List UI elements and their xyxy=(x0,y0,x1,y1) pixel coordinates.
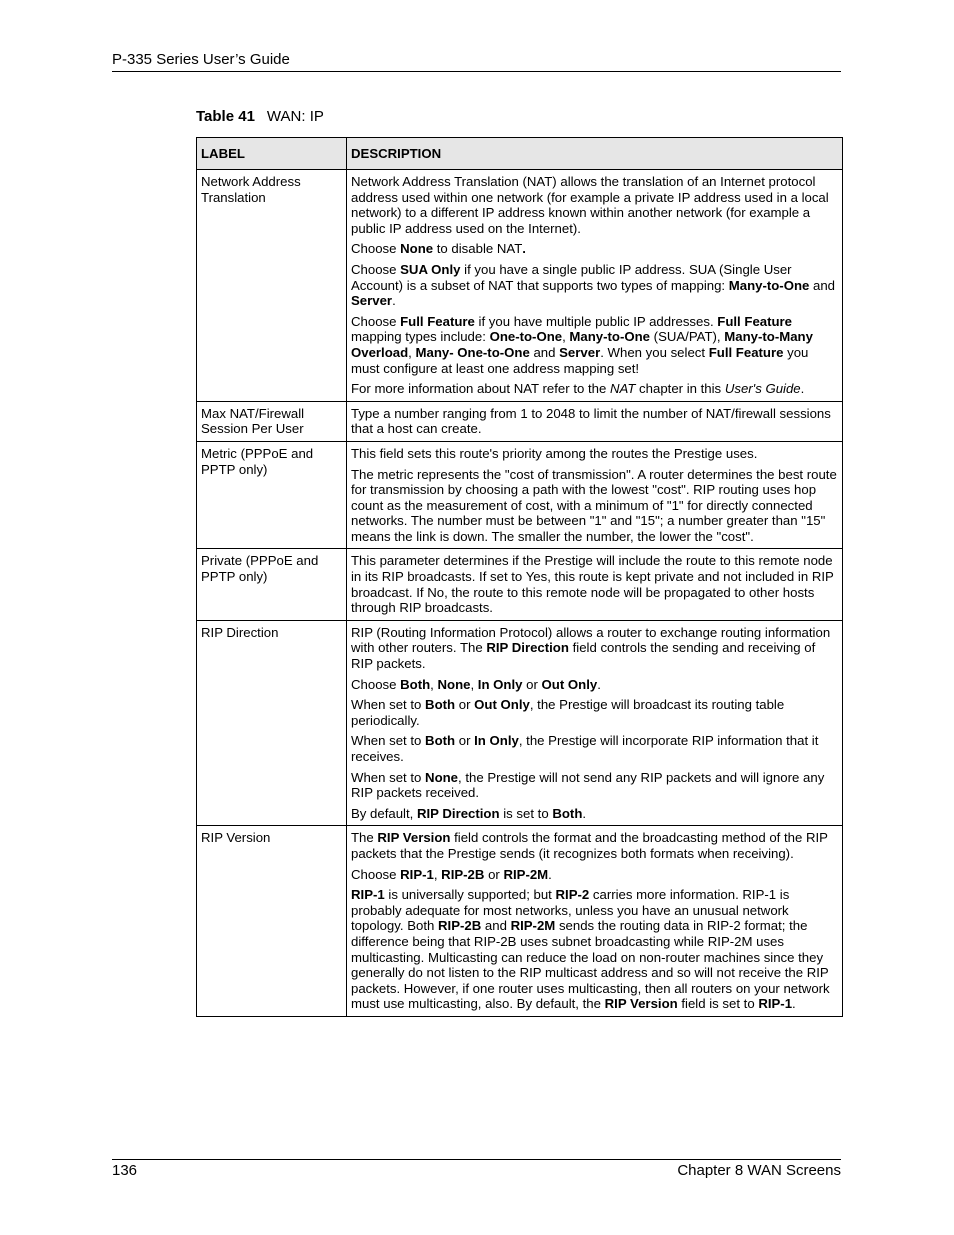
text-run: , the Prestige will not send any RIP packets and will ignore any RIP packets received. xyxy=(351,769,825,801)
bold-term: Server xyxy=(559,344,601,360)
text-run: Choose xyxy=(351,261,401,277)
table-row xyxy=(197,441,843,549)
text-run: For more information about NAT refer to the xyxy=(351,381,610,397)
text-run: or xyxy=(455,697,475,713)
bold-term: Full Feature xyxy=(400,313,475,329)
text-run: . xyxy=(597,676,601,692)
text-run: mapping types include: xyxy=(351,329,490,345)
text-run: When set to xyxy=(351,733,426,749)
italic-term: User's Guide xyxy=(724,381,801,397)
text-run: . xyxy=(392,293,396,309)
text-run: Network Address Translation (NAT) allows the translation of an Internet protocol address used within one network (for example a private IP address used in a local network) to a different IP address known within another network (for example a public IP address used on the Internet). xyxy=(351,174,829,236)
row-description xyxy=(347,620,843,826)
header-rule xyxy=(112,71,841,72)
bold-term: None xyxy=(400,241,434,257)
text-run: This field sets this route's priority among the routes the Prestige uses. xyxy=(351,445,758,461)
bold-term: Both xyxy=(400,676,431,692)
description-paragraph xyxy=(351,241,838,257)
text-run: RIP (Routing Information Protocol) allows a router to exchange routing information with other routers. The xyxy=(351,624,831,656)
text-run: or xyxy=(522,676,542,692)
row-description xyxy=(347,441,843,549)
text-run: field controls the sending and receiving of RIP packets. xyxy=(351,640,816,672)
text-run: Type a number ranging from 1 to 2048 to limit the number of NAT/firewall sessions that a host can create. xyxy=(351,405,831,437)
footer-rule xyxy=(112,1159,841,1160)
row-label: Network Address Translation xyxy=(197,170,347,402)
text-run: or xyxy=(455,733,475,749)
bold-term: Both xyxy=(425,697,456,713)
text-run: and xyxy=(481,918,511,934)
table-title: WAN: IP xyxy=(266,108,324,125)
text-run: . xyxy=(548,866,552,882)
running-header: P-335 Series User’s Guide xyxy=(112,51,290,68)
bold-term: Full Feature xyxy=(717,313,793,329)
description-paragraph xyxy=(351,314,838,376)
bold-term: RIP-2M xyxy=(510,918,556,934)
description-paragraph xyxy=(351,406,838,437)
bold-term: In Only xyxy=(477,676,523,692)
description-paragraph xyxy=(351,467,838,545)
text-run: . xyxy=(582,805,587,821)
row-label: Metric (PPPoE and PPTP only) xyxy=(197,441,347,549)
text-run: , the Prestige will incorporate RIP information that it receives. xyxy=(351,733,819,764)
text-run: and xyxy=(529,344,560,360)
bold-term: None xyxy=(437,676,471,692)
text-run: . When you select xyxy=(600,344,709,360)
bold-term: Server xyxy=(351,293,393,309)
row-description xyxy=(347,549,843,620)
bold-term: SUA Only xyxy=(400,261,461,277)
table-caption xyxy=(196,108,324,126)
description-paragraph xyxy=(351,677,838,693)
chapter-title: Chapter 8 WAN Screens xyxy=(677,1162,841,1179)
italic-term: NAT xyxy=(609,381,636,397)
bold-term: RIP-2B xyxy=(441,866,485,882)
text-run: When set to xyxy=(351,697,426,713)
bold-term: RIP-2M xyxy=(503,866,549,882)
bold-term: RIP-1 xyxy=(351,887,385,903)
bold-term: RIP-1 xyxy=(758,996,793,1012)
table-row xyxy=(197,401,843,441)
text-run: , xyxy=(430,676,438,692)
bold-term: One-to-One xyxy=(489,329,563,345)
bold-term: RIP Direction xyxy=(416,805,500,821)
text-run: field controls the format and the broadcasting method of the RIP packets that the Prestige sends (it recognizes both formats when receiving). xyxy=(351,830,828,861)
bold-term: Both xyxy=(552,805,583,821)
bold-term: Many-to-Many Overload xyxy=(351,329,813,360)
text-run: field is set to xyxy=(677,996,759,1012)
bold-term: RIP-1 xyxy=(400,866,434,882)
table-row xyxy=(197,620,843,826)
description-paragraph xyxy=(351,446,838,462)
row-description xyxy=(347,401,843,441)
text-run: By default, xyxy=(351,805,417,821)
text-run: The metric represents the "cost of transmission". A router determines the best route for transmission by choosing a path with the lowest "cost". RIP routing uses hop count as the measurement of cost, with a minimum of "1" for directly connected networks. The number must be between "1" and "15"; a number greater than "15" means the link is down. The smaller the number, the lower the "cost". xyxy=(351,466,837,544)
bold-term: Many-to-One xyxy=(728,277,810,293)
description-paragraph xyxy=(351,697,838,728)
bold-term: In Only xyxy=(474,733,519,749)
text-run: . xyxy=(800,381,805,397)
row-description xyxy=(347,826,843,1017)
bold-term: RIP-2 xyxy=(555,887,590,903)
text-run: is universally supported; but xyxy=(384,887,556,903)
table-body xyxy=(197,170,843,1017)
row-label: RIP Direction xyxy=(197,620,347,826)
wan-ip-table xyxy=(196,137,843,1017)
description-paragraph xyxy=(351,625,838,672)
text-run: , xyxy=(433,866,442,882)
text-run: if you have a single public IP address. SUA (Single User Account) is a subset of NAT that supports two types of mapping: xyxy=(351,261,792,293)
table-number: Table 41 xyxy=(196,108,255,125)
text-run: . xyxy=(792,996,796,1012)
row-label: RIP Version xyxy=(197,826,347,1017)
text-run: to disable NAT xyxy=(433,241,523,257)
text-run: , xyxy=(562,329,570,345)
table-header-row xyxy=(197,138,843,170)
table-row xyxy=(197,826,843,1017)
text-run: , xyxy=(470,676,478,692)
bold-term: . xyxy=(522,241,526,257)
bold-term: None xyxy=(425,769,459,785)
description-paragraph xyxy=(351,770,838,801)
table-row xyxy=(197,549,843,620)
text-run: When set to xyxy=(351,769,426,785)
description-paragraph xyxy=(351,553,838,615)
row-label: Max NAT/Firewall Session Per User xyxy=(197,401,347,441)
bold-term: Out Only xyxy=(541,676,598,692)
bold-term: RIP Version xyxy=(377,830,451,846)
text-run: Choose xyxy=(351,313,401,329)
bold-term: RIP-2B xyxy=(438,918,482,934)
description-paragraph xyxy=(351,887,838,1012)
bold-term: Many-to-One xyxy=(569,329,651,345)
text-run: chapter in this xyxy=(635,381,725,397)
text-run: sends the routing data in RIP-2 format; the difference being that RIP-2B uses subnet broadcasting while RIP-2M uses multicasting. Multicasting can reduce the load on non-router machines since they generally do not listen to the RIP multicast address and so will not receive the RIP packets. However, if one router uses multicasting, then all routers on your network must use multicasting, also. By default, the xyxy=(351,918,830,1012)
text-run: if you have multiple public IP addresses. xyxy=(474,313,718,329)
description-paragraph xyxy=(351,830,838,861)
description-paragraph xyxy=(351,733,838,764)
text-run: is set to xyxy=(499,805,553,821)
description-paragraph xyxy=(351,262,838,309)
text-run: and xyxy=(809,277,836,293)
bold-term: Out Only xyxy=(474,697,530,713)
text-run: This parameter determines if the Prestige will include the route to this remote node in its RIP broadcasts. If set to Yes, this route is kept private and not included in RIP broadcast. If No, the route to this remote node will be propagated to other hosts through RIP broadcasts. xyxy=(351,553,834,616)
column-header-label: LABEL xyxy=(197,138,347,170)
text-run: , xyxy=(408,344,416,360)
table-row xyxy=(197,170,843,402)
column-header-description: DESCRIPTION xyxy=(347,138,843,170)
description-paragraph xyxy=(351,174,838,236)
description-paragraph xyxy=(351,867,838,883)
bold-term: RIP Version xyxy=(604,996,678,1012)
row-description xyxy=(347,170,843,402)
text-run: Choose xyxy=(351,241,401,257)
description-paragraph xyxy=(351,381,838,397)
text-run: you must configure at least one address mapping set! xyxy=(351,344,809,376)
description-paragraph xyxy=(351,806,838,822)
bold-term: Many- One-to-One xyxy=(415,344,530,360)
row-label: Private (PPPoE and PPTP only) xyxy=(197,549,347,620)
bold-term: Both xyxy=(425,733,456,749)
bold-term: RIP Direction xyxy=(486,640,569,656)
page-number: 136 xyxy=(112,1162,138,1179)
text-run: carries more information. RIP-1 is probably adequate for most networks, unless you have an unusual network topology. Both xyxy=(351,887,790,934)
text-run: (SUA/PAT), xyxy=(650,329,725,345)
text-run: or xyxy=(484,866,504,882)
text-run: Choose xyxy=(351,676,401,692)
text-run: , the Prestige will broadcast its routing table periodically. xyxy=(351,697,785,728)
bold-term: Full Feature xyxy=(708,344,784,360)
text-run: The xyxy=(351,830,378,846)
text-run: Choose xyxy=(351,866,401,882)
